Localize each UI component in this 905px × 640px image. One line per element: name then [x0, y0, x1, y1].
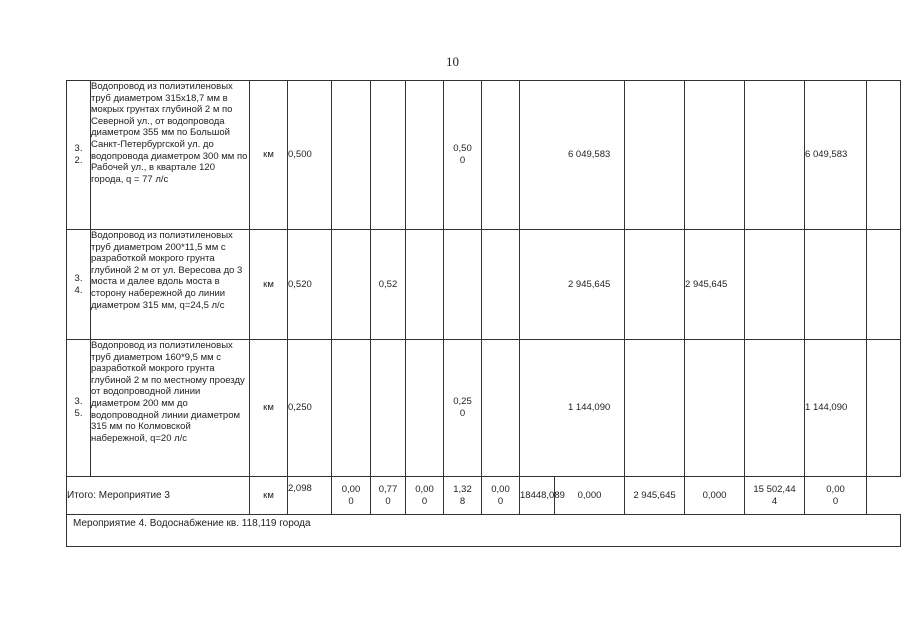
row-description: Водопровод из полиэтиленовых труб диаметром 160*9,5 мм с разработкой мокрого грунта глубиной 2 м по местному проезду от водопроводной линии диаметром 200 мм до водопроводной линии диаметром 315 мм по Колмовской набережной, q=20 л/с — [91, 340, 250, 477]
row-unit: км — [250, 81, 288, 230]
row-cell — [406, 340, 444, 477]
row-finance — [625, 230, 685, 340]
row-length: 0,250 — [288, 340, 332, 477]
row-cell — [482, 340, 520, 477]
section-row — [67, 515, 901, 547]
row-cell — [332, 81, 371, 230]
total-cell: 1,32 8 — [444, 477, 482, 515]
row-finance — [625, 81, 685, 230]
row-number: 3. 5. — [67, 340, 91, 477]
total-cost: 18448,089 — [520, 477, 555, 515]
total-length: 2,098 — [288, 477, 332, 515]
table-row — [67, 340, 901, 477]
row-length: 0,500 — [288, 81, 332, 230]
row-cell: 0,50 0 — [444, 81, 482, 230]
total-cell: 0,00 0 — [482, 477, 520, 515]
row-finance — [867, 230, 901, 340]
row-finance — [867, 81, 901, 230]
row-finance — [745, 230, 805, 340]
row-finance — [685, 81, 745, 230]
row-description: Водопровод из полиэтиленовых труб диаметром 200*11,5 мм с разработкой мокрого грунта глубиной 2 м от ул. Вересова до 3 моста и далее вдоль моста в сторону набережной до линии диаметром 315 мм, q=24,5 л/с — [91, 230, 250, 340]
row-cell: 0,25 0 — [444, 340, 482, 477]
page-number: 10 — [446, 54, 459, 69]
table-row — [67, 81, 901, 230]
total-cell: 0,00 0 — [332, 477, 371, 515]
total-finance: 15 502,44 4 — [745, 477, 805, 515]
row-cell — [371, 81, 406, 230]
row-unit: км — [250, 230, 288, 340]
total-finance: 0,00 0 — [805, 477, 867, 515]
row-description: Водопровод из полиэтиленовых труб диаметром 315х18,7 мм в мокрых грунтах глубиной 2 м по Северной ул., от водопровода диаметром 355 мм по Большой Санкт-Петербургской ул. до водопровода диаметром 300 мм по Рабочей ул., в квартале 120 города, q = 77 л/с — [91, 81, 250, 230]
row-cell — [371, 340, 406, 477]
row-cost: 2 945,645 — [520, 230, 625, 340]
row-cell — [406, 230, 444, 340]
total-finance: 0,000 — [555, 477, 625, 515]
row-cell — [406, 81, 444, 230]
table-row — [67, 230, 901, 340]
total-cell: 0,77 0 — [371, 477, 406, 515]
row-finance — [685, 340, 745, 477]
row-cell — [482, 81, 520, 230]
row-cell — [332, 340, 371, 477]
row-finance: 1 144,090 — [805, 340, 867, 477]
total-label: Итого: Мероприятие 3 — [67, 477, 250, 515]
row-finance: 6 049,583 — [805, 81, 867, 230]
section-title: Мероприятие 4. Водоснабжение кв. 118,119 города — [67, 515, 901, 547]
row-cell — [482, 230, 520, 340]
total-row — [67, 477, 901, 515]
row-cell: 0,52 — [371, 230, 406, 340]
row-cost: 6 049,583 — [520, 81, 625, 230]
total-finance: 0,000 — [685, 477, 745, 515]
row-number: 3. 4. — [67, 230, 91, 340]
row-cost: 1 144,090 — [520, 340, 625, 477]
total-finance: 2 945,645 — [625, 477, 685, 515]
row-finance: 2 945,645 — [685, 230, 745, 340]
row-unit: км — [250, 340, 288, 477]
row-number: 3. 2. — [67, 81, 91, 230]
row-finance — [805, 230, 867, 340]
row-finance — [745, 340, 805, 477]
row-length: 0,520 — [288, 230, 332, 340]
row-cell — [332, 230, 371, 340]
row-finance — [625, 340, 685, 477]
total-unit: км — [250, 477, 288, 515]
cost-table — [66, 80, 901, 547]
row-cell — [444, 230, 482, 340]
row-finance — [745, 81, 805, 230]
total-cell: 0,00 0 — [406, 477, 444, 515]
row-finance — [867, 340, 901, 477]
